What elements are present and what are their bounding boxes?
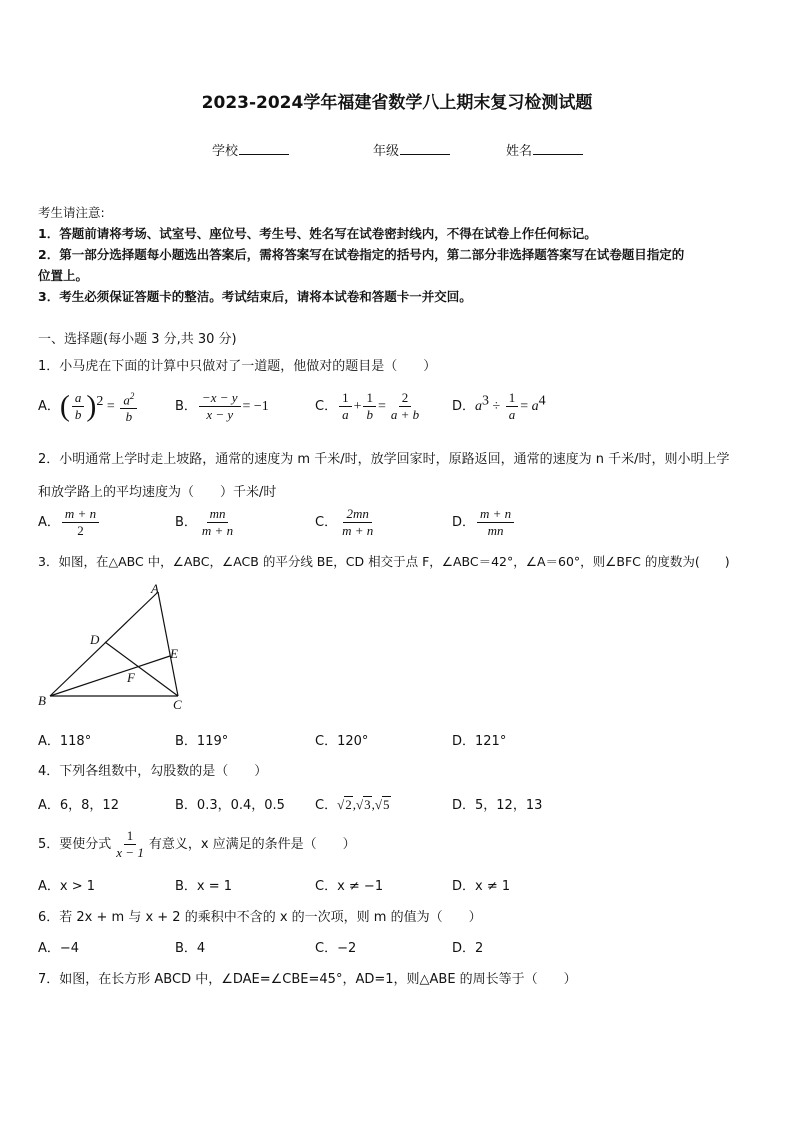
q5-stem-pre: 5．要使分式 <box>38 837 112 852</box>
page-title: 2023-2024学年福建省数学八上期末复习检测试题 <box>201 93 593 113</box>
notice-heading: 考生请注意: <box>38 205 105 220</box>
label-b: B <box>38 693 46 708</box>
q1-c-num2: 2 <box>399 390 412 407</box>
q3-triangle-figure <box>30 578 200 713</box>
q7-stem: 7．如图，在长方形 ABCD 中，∠DAE=∠CBE=45°，AD=1，则△ABE 的周长等于（ ） <box>38 972 577 987</box>
q2-a-num: m + n <box>62 506 99 523</box>
q2-c-den: m + n <box>342 523 374 538</box>
q2-stem-line1: 2．小明通常上学时走上坡路，通常的速度为 m 千米/时，放学回家时，原路返回，通常的速度为 n 千米/时，则小明上学 <box>38 452 730 467</box>
edge-ab <box>50 592 158 696</box>
q2-d-num: m + n <box>477 506 514 523</box>
q6-option-b: B．4 <box>175 941 206 956</box>
q2-b-label: B． <box>175 515 197 530</box>
label-e: E <box>170 646 178 661</box>
label-a: A <box>151 581 159 596</box>
label-c: C <box>173 697 182 712</box>
grade-field <box>373 140 450 159</box>
q1-option-d: D．$a^3$ ÷ $\frac{1}{a}$ = $a^4$ <box>452 390 546 422</box>
q1-c-den2: a + b <box>390 407 420 422</box>
q3-option-b: B．119° <box>175 734 229 749</box>
edge-ac <box>158 592 178 696</box>
q5-frac-num: 1 <box>124 828 137 845</box>
notice-item-2-cont: 位置上。 <box>38 268 89 283</box>
q1-c-eq: = <box>377 399 386 414</box>
q1-a-label: A． <box>38 399 60 415</box>
q2-c-label: C． <box>315 515 338 530</box>
q4-c-root-3: 5 <box>383 797 390 812</box>
q3-stem: 3．如图，在△ABC 中，∠ABC，∠ACB 的平分线 BE，CD 相交于点 F，∠ABC＝42°，∠A＝60°，则∠BFC 的度数为( ) <box>38 554 730 569</box>
q1-b-num: −x − y <box>199 390 241 407</box>
q5-stem <box>38 828 356 861</box>
school-blank <box>239 142 289 155</box>
q1-b-den: x − y <box>206 407 234 422</box>
q2-stem-line2: 和放学路上的平均速度为（ ）千米/时 <box>38 485 277 500</box>
q2-c-num: 2mn <box>343 506 371 523</box>
q1-b-tail: = −1 <box>242 399 269 414</box>
q5-option-b: B．x = 1 <box>175 879 233 894</box>
name-label: 姓名 <box>506 144 533 159</box>
grade-blank <box>400 142 450 155</box>
label-f: F <box>127 670 135 685</box>
q1-option-b <box>175 390 269 423</box>
q4-option-d: D．5，12，13 <box>452 798 543 813</box>
q3-option-c: C．120° <box>315 734 369 749</box>
q4-stem: 4．下列各组数中，勾股数的是（ ） <box>38 764 268 779</box>
bisector-cd <box>105 642 178 696</box>
q1-c-label: C． <box>315 399 338 414</box>
q2-option-b <box>175 506 238 539</box>
q2-b-num: mn <box>207 506 229 523</box>
bisector-be <box>50 656 170 696</box>
notice-item-3: 3．考生必须保证答题卡的整洁。考试结束后，请将本试卷和答题卡一并交回。 <box>38 289 472 304</box>
notice-item-1: 1．答题前请将考场、试室号、座位号、考生号、姓名写在试卷密封线内，不得在试卷上作任何标记。 <box>38 226 597 241</box>
q6-option-c: C．−2 <box>315 941 357 956</box>
q5-option-a: A．x > 1 <box>38 879 96 894</box>
name-blank <box>533 142 583 155</box>
q6-option-d: D．2 <box>452 941 484 956</box>
q1-option-a: A．( $\frac{a}{b}$ )$^2$ = $\frac{a^2}{b}$ <box>38 388 139 425</box>
q4-option-b: B．0.3，0.4，0.5 <box>175 798 285 813</box>
q2-a-den: 2 <box>77 523 84 538</box>
q6-stem: 6．若 2x + m 与 x + 2 的乘积中不含的 x 的一次项，则 m 的值为（ ） <box>38 910 482 925</box>
q4-option-c: C．√2,√3,√5 <box>315 797 390 813</box>
q1-b-label: B． <box>175 399 197 414</box>
q4-c-label: C． <box>315 798 338 813</box>
q2-a-label: A． <box>38 515 60 530</box>
q5-frac-den: x − 1 <box>116 845 144 860</box>
q1-d-label: D． <box>452 399 476 414</box>
q5-option-c: C．x ≠ −1 <box>315 879 384 894</box>
school-label: 学校 <box>212 144 239 159</box>
q1-stem: 1．小马虎在下面的计算中只做对了一道题，他做对的题目是（ ） <box>38 359 437 374</box>
name-field <box>506 140 583 159</box>
label-d: D <box>90 632 100 647</box>
q6-option-a: A．−4 <box>38 941 80 956</box>
q2-d-den: mn <box>487 523 504 538</box>
school-field <box>212 140 289 159</box>
q3-option-a: A．118° <box>38 734 92 749</box>
section-heading: 一、选择题(每小题 3 分,共 30 分) <box>38 332 237 347</box>
q4-c-root-1: 2 <box>345 797 352 812</box>
q5-stem-post: 有意义，x 应满足的条件是（ ） <box>148 837 356 852</box>
q5-option-d: D．x ≠ 1 <box>452 879 511 894</box>
q2-option-c <box>315 506 378 539</box>
notice-item-2: 2．第一部分选择题每小题选出答案后，需将答案写在试卷指定的括号内，第二部分非选择题答案写在试卷题目指定的 <box>38 247 685 262</box>
q4-option-a: A．6，8，12 <box>38 798 119 813</box>
grade-label: 年级 <box>373 144 400 159</box>
q2-d-label: D． <box>452 515 476 530</box>
q4-c-root-2: 3 <box>364 797 371 812</box>
q3-option-d: D．121° <box>452 734 507 749</box>
q1-option-c: C． $\frac{1}{a}$ + $\frac{1}{b}$ = $\frac{2}{a + b}$ <box>315 390 424 423</box>
q2-option-a <box>38 506 101 539</box>
q2-option-d <box>452 506 516 539</box>
q2-b-den: m + n <box>201 523 234 538</box>
